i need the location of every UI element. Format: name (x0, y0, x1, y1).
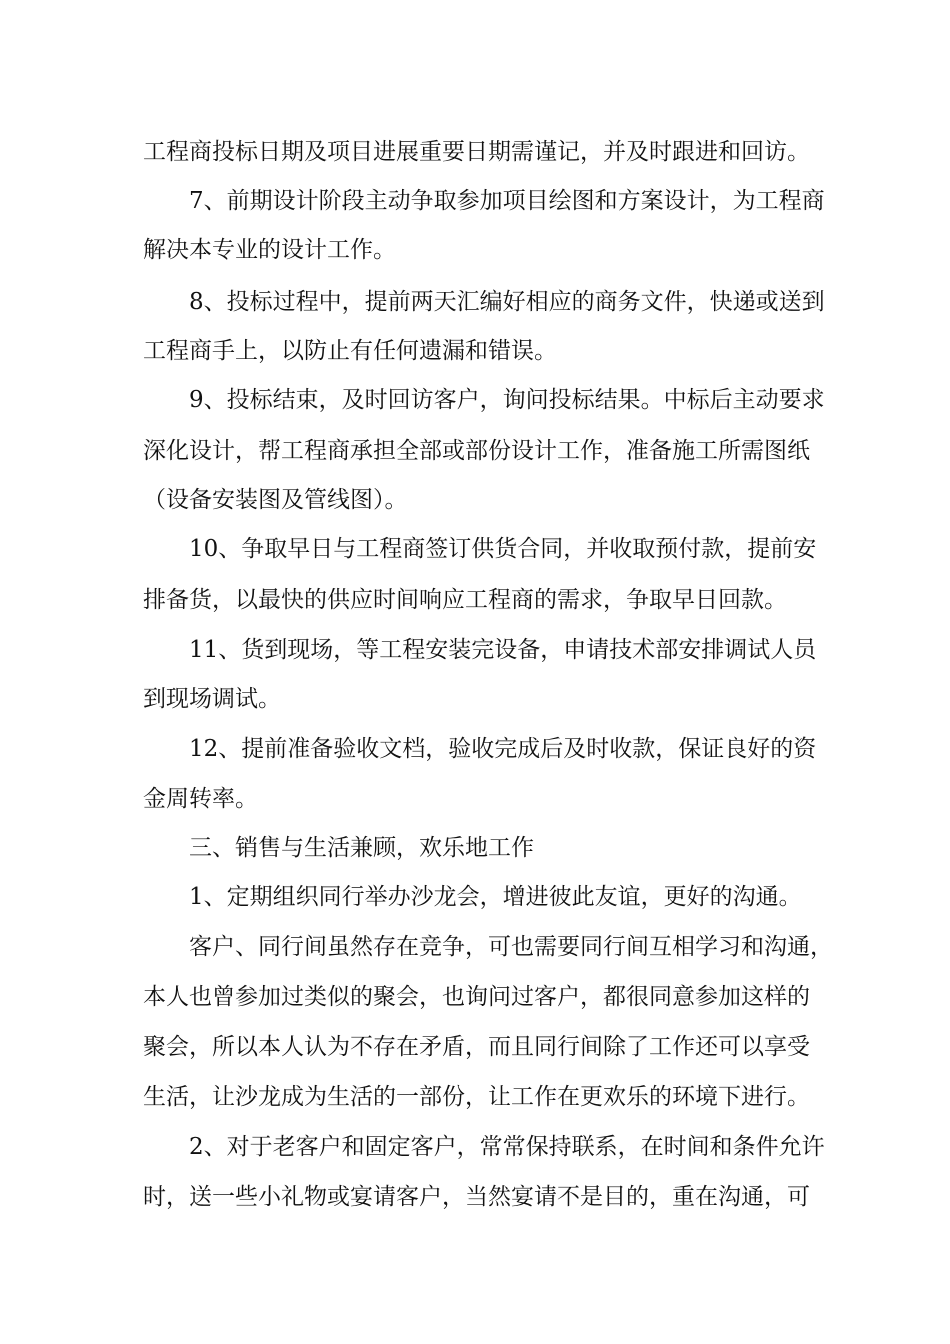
paragraph-item-12: 12、提前准备验收文档，验收完成后及时收款，保证良好的资 (189, 736, 817, 762)
text-line-continuation: 生活，让沙龙成为生活的一部份，让工作在更欢乐的环境下进行。 (143, 1084, 810, 1110)
paragraph-item-9: 9、投标结束，及时回访客户，询问投标结果。中标后主动要求 (189, 387, 825, 413)
paragraph-item-10: 10、争取早日与工程商签订供货合同，并收取预付款，提前安 (189, 536, 817, 562)
text-line-continuation: 解决本专业的设计工作。 (143, 237, 396, 263)
paragraph-item-1: 1、定期组织同行举办沙龙会，增进彼此友谊，更好的沟通。 (189, 884, 802, 910)
paragraph-body: 客户、同行间虽然存在竞争，可也需要同行间互相学习和沟通， (189, 934, 833, 960)
text-line-continuation: 工程商投标日期及项目进展重要日期需谨记，并及时跟进和回访。 (143, 139, 810, 165)
paragraph-item-2: 2、对于老客户和固定客户，常常保持联系，在时间和条件允许 (189, 1134, 825, 1160)
paragraph-item-11: 11、货到现场，等工程安装完设备，申请技术部安排调试人员 (189, 637, 817, 663)
text-line-continuation: 排备货，以最快的供应时间响应工程商的需求，争取早日回款。 (143, 587, 787, 613)
text-line-continuation: 时，送一些小礼物或宴请客户，当然宴请不是目的，重在沟通，可 (143, 1184, 810, 1210)
paragraph-item-7: 7、前期设计阶段主动争取参加项目绘图和方案设计，为工程商 (189, 188, 825, 214)
section-heading: 三、销售与生活兼顾，欢乐地工作 (189, 835, 534, 861)
text-line-continuation: 金周转率。 (143, 786, 258, 812)
text-line-continuation: 深化设计，帮工程商承担全部或部份设计工作，准备施工所需图纸 (143, 438, 810, 464)
text-line-continuation: 工程商手上，以防止有任何遗漏和错误。 (143, 338, 557, 364)
text-line-continuation: （设备安装图及管线图）。 (143, 487, 408, 513)
text-line-continuation: 聚会，所以本人认为不存在矛盾，而且同行间除了工作还可以享受 (143, 1034, 810, 1060)
text-line-continuation: 到现场调试。 (143, 686, 281, 712)
paragraph-item-8: 8、投标过程中，提前两天汇编好相应的商务文件，快递或送到 (189, 289, 825, 315)
text-line-continuation: 本人也曾参加过类似的聚会，也询问过客户，都很同意参加这样的 (143, 984, 810, 1010)
